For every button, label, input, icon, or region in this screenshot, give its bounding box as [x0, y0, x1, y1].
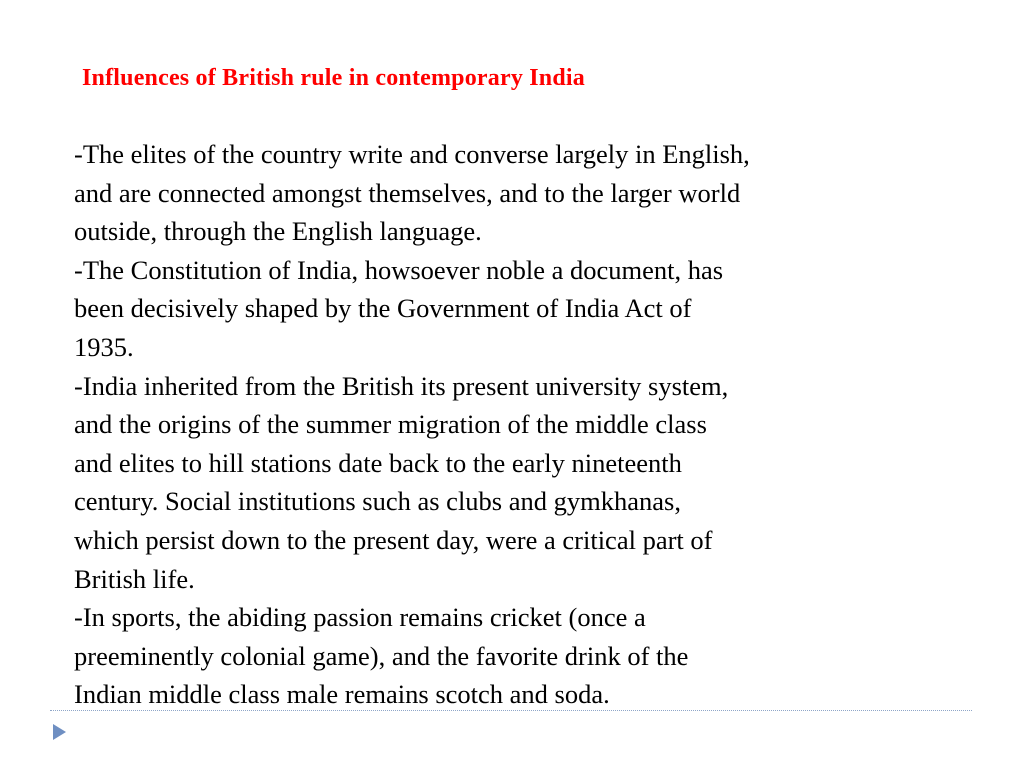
body-line: British life.	[74, 563, 195, 594]
body-line: outside, through the English language.	[74, 216, 482, 247]
body-line: century. Social institutions such as clubs and gymkhanas,	[74, 486, 681, 517]
body-line: been decisively shaped by the Government of India Act of	[74, 293, 692, 324]
slide-body	[74, 135, 994, 714]
body-line: -The elites of the country write and converse largely in English,	[74, 139, 750, 169]
footer-divider	[50, 710, 972, 711]
body-line: -India inherited from the British its present university system,	[74, 370, 729, 401]
slide-title: Influences of British rule in contemporary India	[82, 65, 585, 91]
body-line: preeminently colonial game), and the favorite drink of the	[74, 640, 689, 671]
body-line: -The Constitution of India, howsoever noble a document, has	[74, 254, 724, 285]
body-line: and are connected amongst themselves, and to the larger world	[74, 177, 741, 208]
body-line: which persist down to the present day, were a critical part of	[74, 524, 713, 555]
body-line: -In sports, the abiding passion remains cricket (once a	[74, 602, 646, 633]
triangle-right-icon	[50, 722, 68, 742]
body-line: 1935.	[74, 331, 134, 362]
body-line: and elites to hill stations date back to the early nineteenth	[74, 447, 682, 478]
body-line: and the origins of the summer migration of the middle class	[74, 409, 707, 440]
body-line: Indian middle class male remains scotch and soda.	[74, 679, 610, 710]
